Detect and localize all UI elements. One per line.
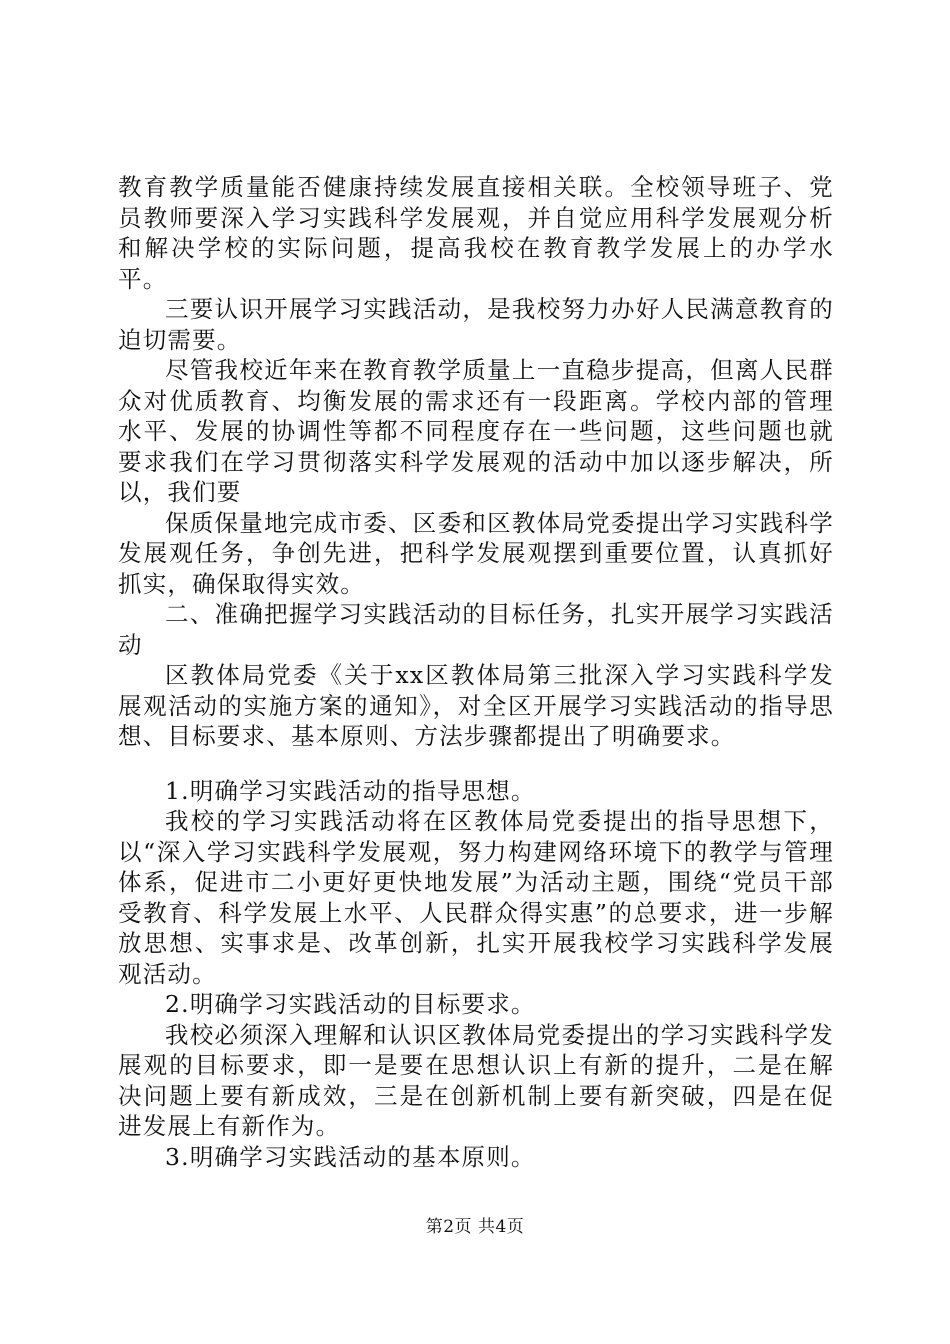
subheading-target-requirements: 2.明确学习实践活动的目标要求。 bbox=[165, 990, 536, 1018]
document-body bbox=[118, 172, 834, 1172]
paragraph-target-requirements: 我校必须深入理解和认识区教体局党委提出的学习实践科学发展观的目标要求，即一是要在思想认识上有新的提升，二是在解决问题上要有新成效，三是在创新机制上要有新突破，四是在促进发展上有新作为。 bbox=[118, 1020, 834, 1140]
paragraph-quality-task: 保质保量地完成市委、区委和区教体局党委提出学习实践科学发展观任务，争创先进，把科学发展观摆到重要位置，认真抓好抓实，确保取得实效。 bbox=[118, 508, 834, 598]
page-number-footer: 第2页 共4页 bbox=[425, 1217, 525, 1237]
subheading-basic-principles: 3.明确学习实践活动的基本原则。 bbox=[165, 1142, 536, 1171]
subheading-guiding-thought: 1.明确学习实践活动的指导思想。 bbox=[165, 776, 536, 805]
paragraph-continuation: 教育教学质量能否健康持续发展直接相关联。全校领导班子、党员教师要深入学习实践科学发展观，并自觉应用科学发展观分析和解决学校的实际问题，提高我校在教育教学发展上的办学水平。 bbox=[118, 173, 834, 293]
section-heading-two: 二、准确把握学习实践活动的目标任务，扎实开展学习实践活动 bbox=[118, 600, 834, 659]
paragraph-problems: 尽管我校近年来在教育教学质量上一直稳步提高，但离人民群众对优质教育、均衡发展的需求还有一段距离。学校内部的管理水平、发展的协调性等都不同程度存在一些问题，这些问题也就要求我们在学习贯彻落实科学发展观的活动中加以逐步解决，所以，我们要 bbox=[118, 356, 834, 506]
paragraph-notice: 区教体局党委《关于xx区教体局第三批深入学习实践科学发展观活动的实施方案的通知》，对全区开展学习实践活动的指导思想、目标要求、基本原则、方法步骤都提出了明确要求。 bbox=[118, 661, 834, 750]
paragraph-guiding-thought: 我校的学习实践活动将在区教体局党委提出的指导思想下，以“深入学习实践科学发展观，努力构建网络环境下的教学与管理体系，促进市二小更好更快地发展”为活动主题，围绕“党员干部受教育、科学发展上水平、人民群众得实惠”的总要求，进一步解放思想、实事求是、改革创新，扎实开展我校学习实践科学发展观活动。 bbox=[118, 807, 834, 988]
paragraph-third-point: 三要认识开展学习实践活动，是我校努力办好人民满意教育的迫切需要。 bbox=[118, 295, 834, 354]
